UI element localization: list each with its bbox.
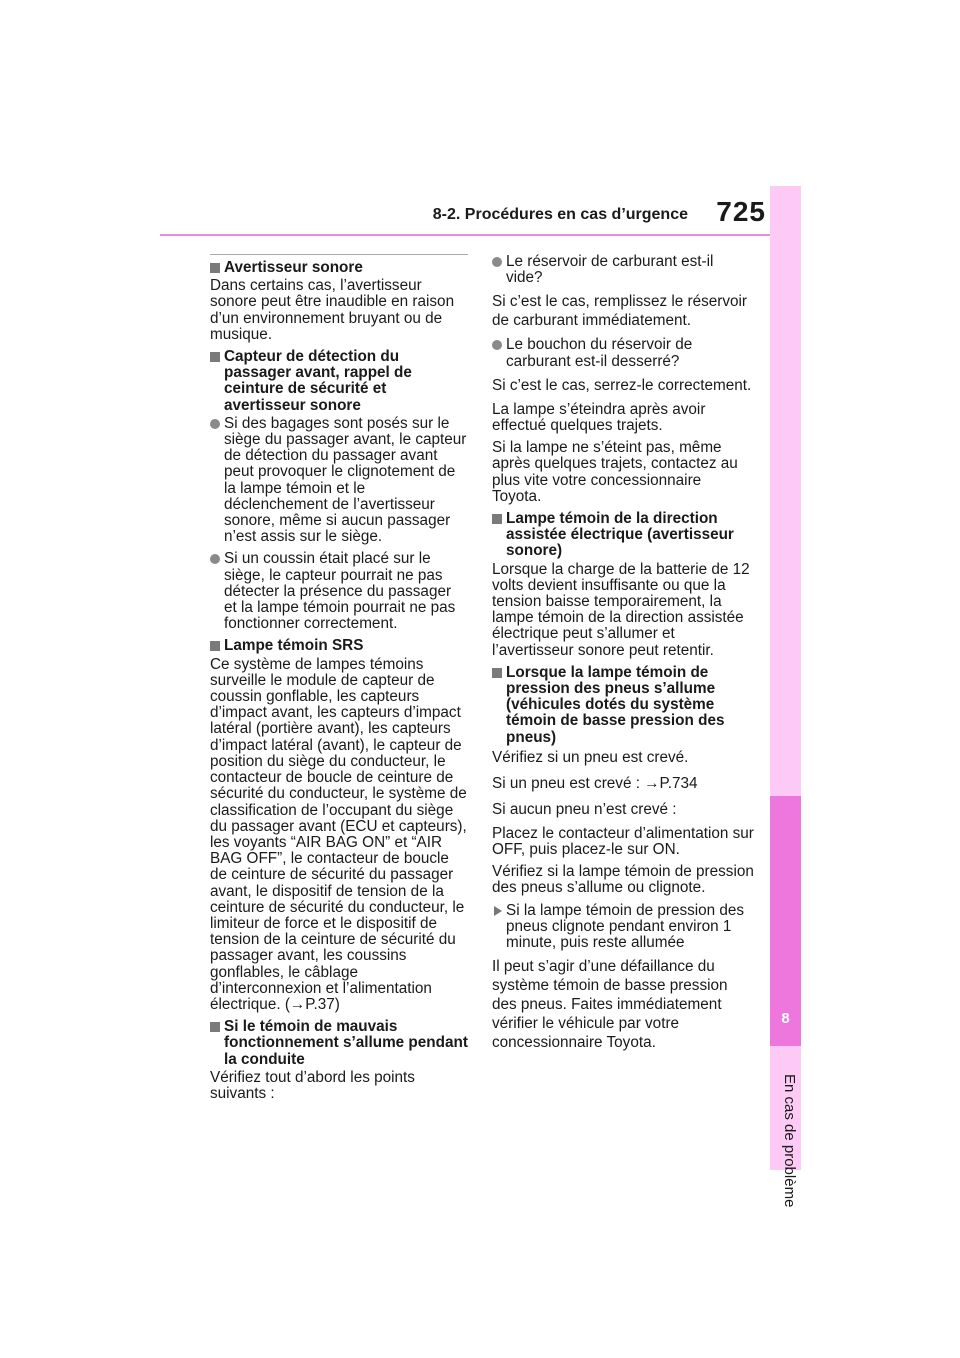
paragraph: Placez le contacteur d’alimentation sur OFF, puis placez-le sur ON. — [492, 824, 754, 859]
arrow-list-item: Si la lampe témoin de pression des pneus clignote pendant environ 1 minute, puis reste allumée — [492, 903, 754, 952]
paragraph: Vérifiez si un pneu est crevé. — [492, 748, 689, 766]
chapter-label: En cas de problème — [781, 1074, 798, 1208]
column-rule — [210, 254, 468, 255]
paragraph: Si la lampe ne s’éteint pas, même après quelques trajets, contactez au plus vite votre concessionnaire Toyota. — [492, 439, 738, 505]
heading-capteur-passager: Capteur de détection du passager avant, rappel de ceinture de sécurité et avertisseur sonore — [210, 349, 468, 414]
heading-lampe-srs: Lampe témoin SRS — [210, 638, 468, 654]
heading-temoin-mauvais-fonctionnement: Si le témoin de mauvais fonctionnement s’allume pendant la conduite — [210, 1019, 468, 1068]
paragraph: Si c’est le cas, serrez-le correctement. — [492, 376, 752, 394]
bullet-item: Si un coussin était placé sur le siège, le capteur pourrait ne pas détecter la présence du passager et la lampe témoin pourrait ne pas fonctionner correctement. — [210, 551, 468, 632]
paragraph: Si un pneu est crevé : →P.734 — [492, 774, 698, 792]
paragraph: Si aucun pneu n’est crevé : — [492, 800, 677, 818]
paragraph: Dans certains cas, l’avertisseur sonore peut être inaudible en raison d’un environnement bruyant ou de musique. — [210, 277, 455, 343]
right-column — [492, 254, 754, 1059]
paragraph: Vérifiez tout d’abord les points suivants : — [210, 1068, 415, 1102]
page-number: 725 — [716, 196, 766, 227]
bullet-item: Si des bagages sont posés sur le siège du passager avant, le capteur de détection du passager avant peut provoquer le clignotement de la lampe témoin et le déclenchement de l’avertisseur sonore, même si aucun passager n’est assis sur le siège. — [210, 416, 468, 546]
chapter-side-tab — [770, 186, 801, 1208]
heading-direction-assistee: Lampe témoin de la direction assistée électrique (avertisseur sonore) — [492, 511, 754, 560]
paragraph: Ce système de lampes témoins surveille le module de capteur de coussin gonflable, les capteurs d’impact avant, les capteurs d’impact latéral (portière avant), les capteurs d’impact latéral (avant), le capteur de position du siège du conducteur, le contacteur de boucle de ceinture de sécurité du conducteur, le système de classification de l’occupant du siège du passager avant (ECU et capteurs), les voyants “AIR BAG ON” et “AIR BAG OFF”, le contacteur de boucle de ceinture de sécurité du passager avant, le dispositif de tension de la ceinture de sécurité du conducteur, le limiteur de force et le dispositif de tension de la ceinture de sécurité du passager avant, les coussins gonflables, le câblage d’interconnexion et l’alimentation électrique. (→P.37) — [210, 655, 467, 1013]
paragraph: Il peut s’agir d’une défaillance du système témoin de basse pression des pneus. Faites immédiatement vérifier le véhicule par votre concessionnaire Toyota. — [492, 958, 728, 1052]
paragraph: La lampe s’éteindra après avoir effectué quelques trajets. — [492, 400, 706, 435]
section-title: 8-2. Procédures en cas d’urgence — [432, 206, 688, 223]
bullet-item: Le réservoir de carburant est-il vide? — [492, 254, 754, 286]
paragraph: Lorsque la charge de la batterie de 12 volts devient insuffisante ou que la tension baisse temporairement, la lampe témoin de la direction assistée électrique peut s’allumer et l’avertisseur sonore peut retentir. — [492, 560, 750, 659]
paragraph: Si c’est le cas, remplissez le réservoir de carburant immédiatement. — [492, 293, 748, 330]
chapter-tab-marker — [770, 796, 801, 1046]
header-rule — [160, 234, 770, 236]
left-column — [210, 254, 468, 1108]
paragraph: Vérifiez si la lampe témoin de pression des pneus s’allume ou clignote. — [492, 863, 754, 897]
bullet-item: Le bouchon du réservoir de carburant est-il desserré? — [492, 337, 754, 369]
heading-pression-pneus: Lorsque la lampe témoin de pression des pneus s’allume (véhicules dotés du système témoin de basse pression des pneus) — [492, 665, 754, 746]
chapter-number: 8 — [781, 1010, 790, 1027]
heading-avertisseur-sonore: Avertisseur sonore — [210, 260, 468, 276]
